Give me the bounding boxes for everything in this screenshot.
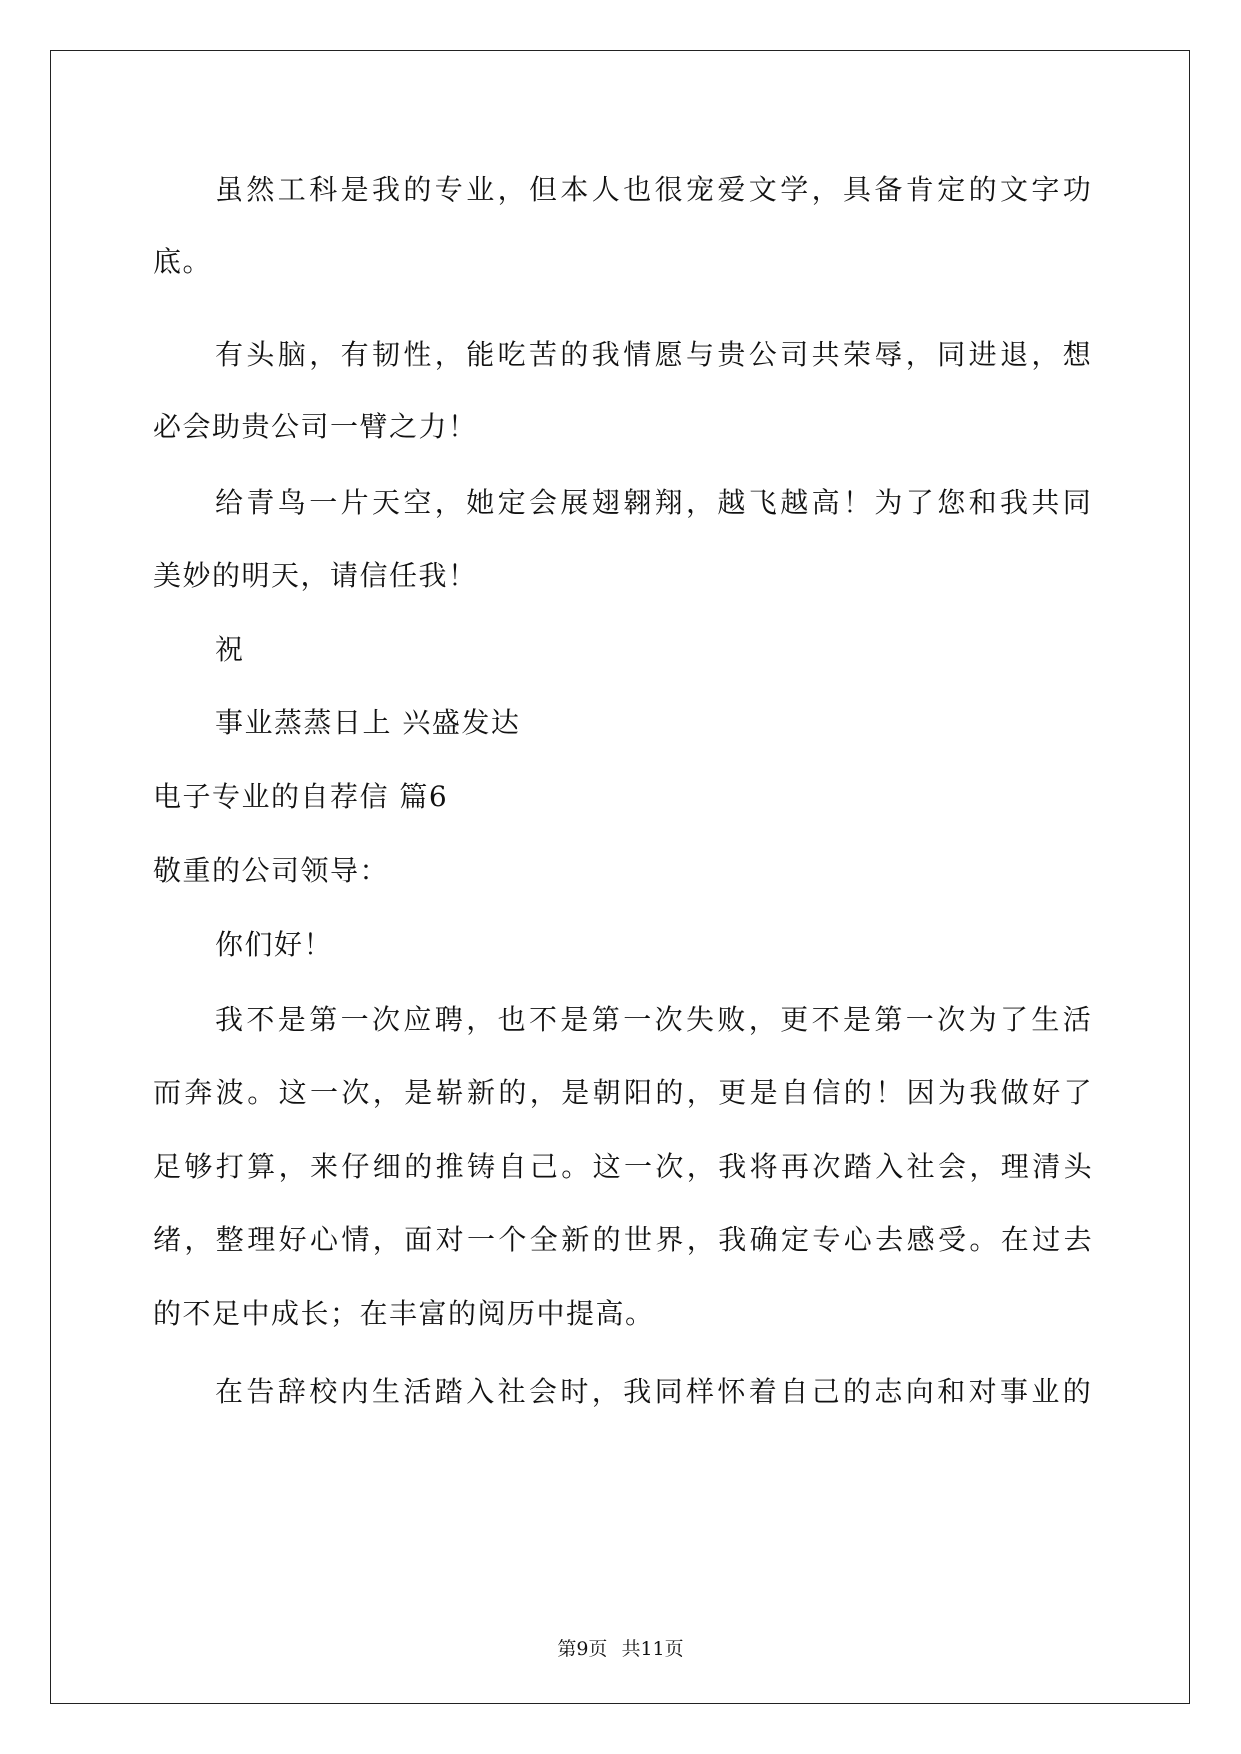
text-line: 绪，整理好心情，面对一个全新的世界，我确定专心去感受。在过去 xyxy=(153,1223,1096,1256)
page-footer xyxy=(0,1637,1241,1661)
text-line: 我不是第一次应聘，也不是第一次失败，更不是第一次为了生活 xyxy=(215,1003,1095,1036)
page-total: 共11页 xyxy=(621,1638,684,1660)
text-line: 给青鸟一片天空，她定会展翅翱翔，越飞越高！为了您和我共同 xyxy=(215,486,1095,519)
page-number: 第9页 xyxy=(557,1638,608,1660)
text-line: 美妙的明天，请信任我！ xyxy=(153,559,478,592)
section-heading: 电子专业的自荐信 篇6 xyxy=(153,780,449,813)
text-line: 有头脑，有韧性，能吃苦的我情愿与贵公司共荣辱，同进退，想 xyxy=(215,338,1095,371)
greeting: 你们好！ xyxy=(215,928,334,961)
salutation: 敬重的公司领导： xyxy=(153,854,390,887)
text-line: 的不足中成长；在丰富的阅历中提高。 xyxy=(153,1297,655,1330)
text-line: 在告辞校内生活踏入社会时，我同样怀着自己的志向和对事业的 xyxy=(215,1375,1095,1408)
text-line: 底。 xyxy=(153,245,213,278)
text-line: 足够打算，来仔细的推铸自己。这一次，我将再次踏入社会，理清头 xyxy=(153,1150,1096,1183)
text-line: 虽然工科是我的专业，但本人也很宠爱文学，具备肯定的文字功 xyxy=(215,173,1095,206)
text-line: 必会助贵公司一臂之力！ xyxy=(153,410,478,443)
text-line: 事业蒸蒸日上 兴盛发达 xyxy=(215,706,521,739)
text-line: 而奔波。这一次，是崭新的，是朝阳的，更是自信的！因为我做好了 xyxy=(153,1076,1096,1109)
text-line: 祝 xyxy=(215,633,245,666)
